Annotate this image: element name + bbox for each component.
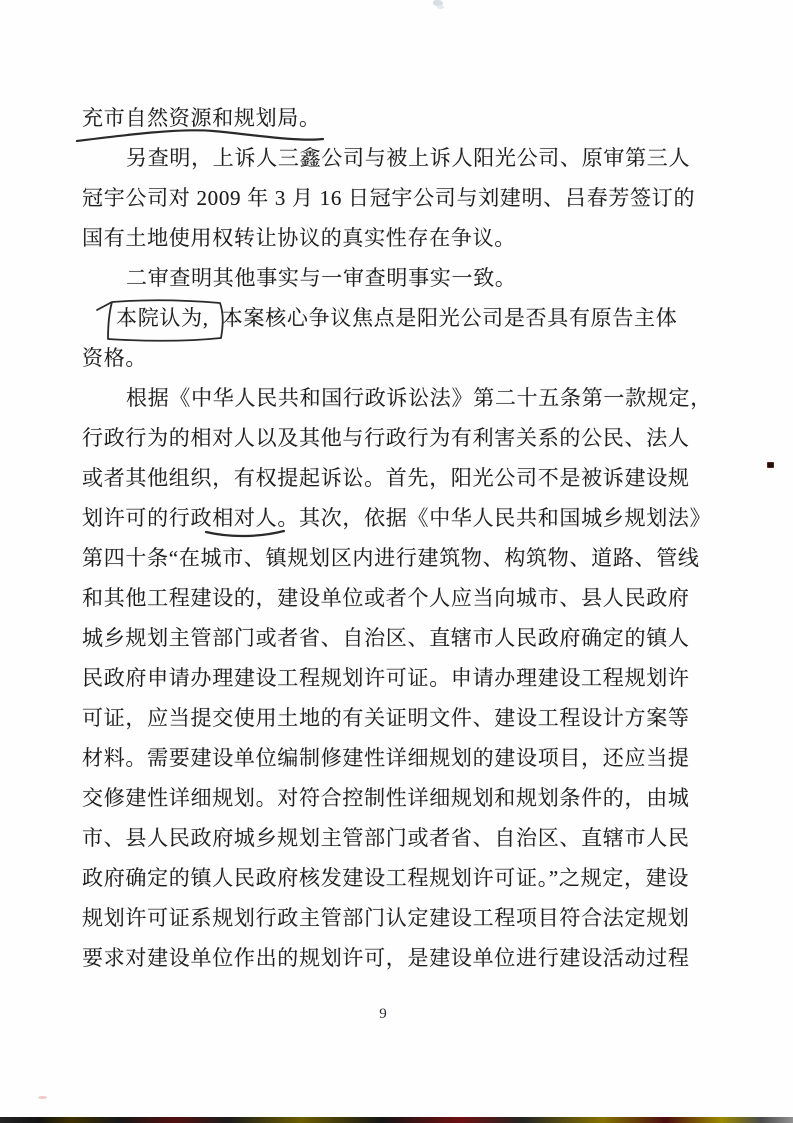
text-line: 城乡规划主管部门或者省、自治区、直辖市人民政府确定的镇人 xyxy=(82,626,690,650)
text-segment: 划许可的行政 xyxy=(82,506,213,530)
text-line: 市、县人民政府城乡规划主管部门或者省、自治区、直辖市人民 xyxy=(82,826,690,850)
page-number: 9 xyxy=(379,1006,387,1022)
scan-speck-bottom-left xyxy=(38,1096,47,1099)
text-line: 交修建性详细规划。对符合控制性详细规划和规划条件的，由城 xyxy=(82,786,690,810)
text-line: 根据《中华人民共和国行政诉讼法》第二十五条第一款规定， xyxy=(126,386,712,410)
boxed-phrase: 本院认为, xyxy=(116,306,209,330)
text-line: 资格。 xyxy=(82,346,148,370)
text-line: 要求对建设单位作出的规划许可，是建设单位进行建设活动过程 xyxy=(82,946,690,970)
text-line-with-underline xyxy=(82,498,730,538)
scan-smudge-top-2 xyxy=(437,5,444,9)
text-line: 民政府申请办理建设工程规划许可证。申请办理建设工程规划许 xyxy=(82,666,690,690)
text-segment: 本案核心争议焦点是阳光公司是否具有原告主体 xyxy=(221,306,678,330)
text-line-underlined: 充市自然资源和规划局。 xyxy=(82,106,321,130)
text-line: 和其他工程建设的，建设单位或者个人应当向城市、县人民政府 xyxy=(82,586,690,610)
text-line: 国有土地使用权转让协议的真实性存在争议。 xyxy=(82,226,516,250)
text-segment: 。其次，依据《中华人民共和国城乡规划法》 xyxy=(277,506,712,530)
underlined-phrase: 相对人 xyxy=(212,506,278,530)
text-line: 行政行为的相对人以及其他与行政行为有利害关系的公民、法人 xyxy=(82,426,690,450)
text-line: 第四十条“在城市、镇规划区内进行建筑物、构筑物、道路、管线 xyxy=(82,546,700,570)
scan-speck-right xyxy=(767,462,774,468)
text-line: 政府确定的镇人民政府核发建设工程规划许可证。”之规定，建设 xyxy=(82,866,690,890)
body-text xyxy=(82,98,730,978)
text-line: 规划许可证系规划行政主管部门认定建设工程项目符合法定规划 xyxy=(82,906,690,930)
text-line: 另查明，上诉人三鑫公司与被上诉人阳光公司、原审第三人 xyxy=(126,146,691,170)
text-line: 二审查明其他事实与一审查明事实一致。 xyxy=(126,266,517,290)
text-line: 或者其他组织，有权提起诉讼。首先，阳光公司不是被诉建设规 xyxy=(82,466,690,490)
text-line: 冠宇公司对 2009 年 3 月 16 日冠宇公司与刘建明、吕春芳签订的 xyxy=(82,186,696,210)
text-line: 材料。需要建设单位编制修建性详细规划的建设项目，还应当提 xyxy=(82,746,690,770)
scan-edge-bottom xyxy=(0,1117,793,1123)
text-line: 可证，应当提交使用土地的有关证明文件、建设工程设计方案等 xyxy=(82,706,690,730)
text-line-with-box xyxy=(82,298,730,338)
